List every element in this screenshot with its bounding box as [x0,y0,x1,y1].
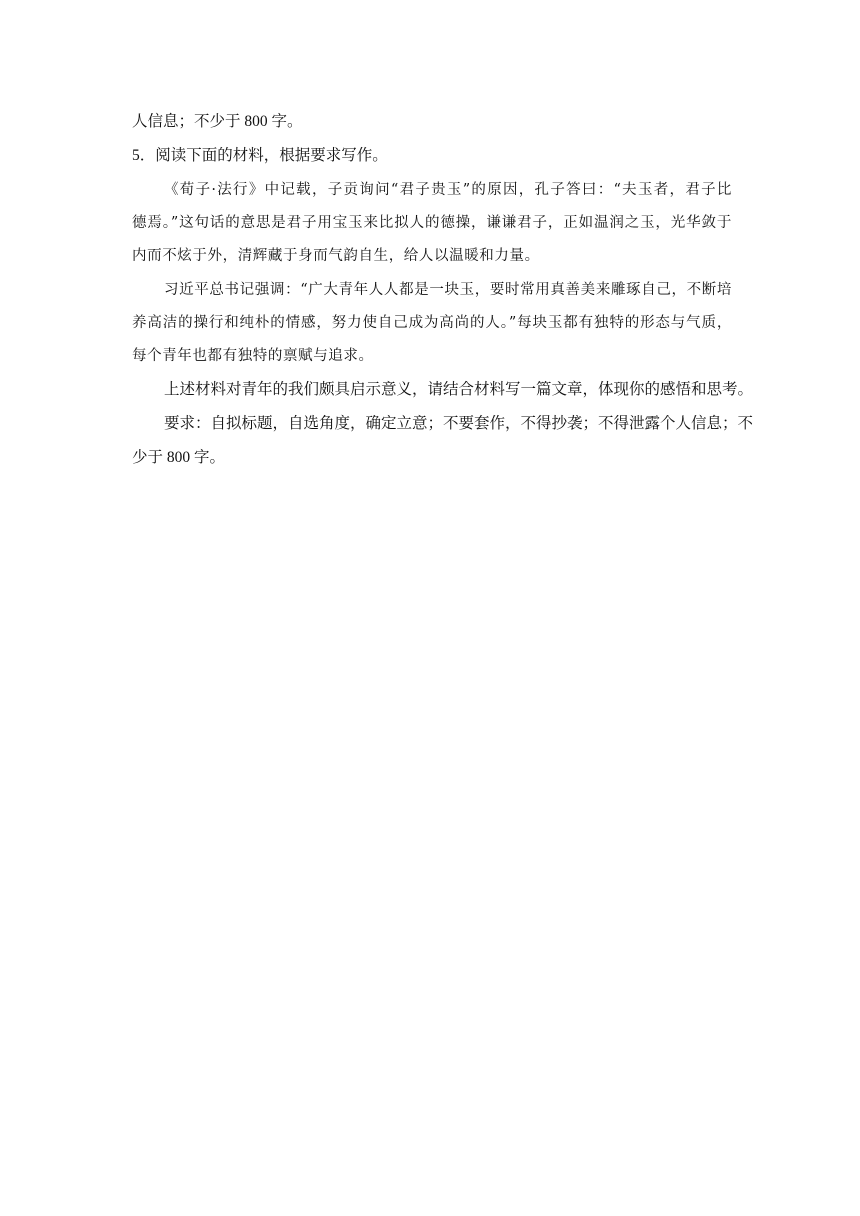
question-5-prompt: 5．阅读下面的材料，根据要求写作。 [132,147,388,164]
material-1-line-3: 内而不炫于外，清辉藏于身而气韵自生，给人以温暖和力量。 [132,248,540,264]
material-2-line-3: 每个青年也都有独特的禀赋与追求。 [132,348,374,364]
carryover-text-line: 人信息；不少于 800 字。 [132,113,303,130]
material-1-line-2: 德焉。”这句话的意思是君子用宝玉来比拟人的德操，谦谦君子，正如温润之玉，光华敛于 [132,215,732,231]
material-1-line-1: 《荀子·法行》中记载，子贡询问“君子贵玉”的原因，孔子答曰：“夫玉者，君子比 [164,182,732,198]
requirements-line-2: 少于 800 字。 [132,449,226,466]
task-instruction-line: 上述材料对青年的我们颇具启示意义，请结合材料写一篇文章，体现你的感悟和思考。 [164,381,754,398]
requirements-line-1: 要求：自拟标题，自选角度，确定立意；不要套作，不得抄袭；不得泄露个人信息；不 [164,415,754,432]
material-2-line-1: 习近平总书记强调：“广大青年人人都是一块玉，要时常用真善美来雕琢自己，不断培 [164,282,732,298]
material-2-line-2: 养高洁的操行和纯朴的情感，努力使自己成为高尚的人。”每块玉都有独特的形态与气质， [132,315,732,331]
